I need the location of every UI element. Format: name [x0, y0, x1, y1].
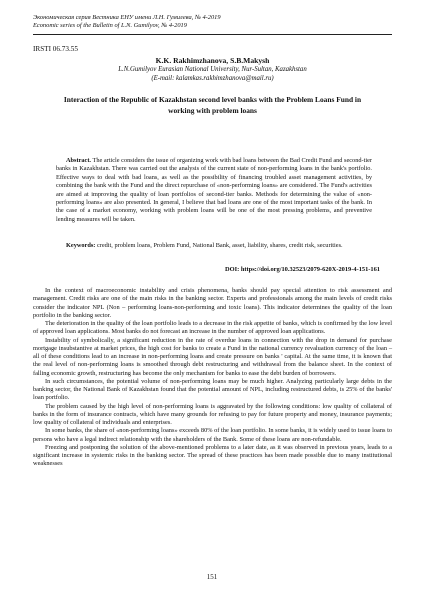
- doi-link[interactable]: DOI: https://doi.org/10.32523/2079-620X-2019-4-151-161: [225, 266, 380, 273]
- authors: K.K. Rakhimzhanova, S.B.Makysh: [155, 56, 270, 65]
- body-paragraph: Freezing and postponing the solution of the above-mentioned problems to a later date, as it was observed in previous years, leads to a significant increase in systemic risks in the banking sector. The spread of these practices has been made possible due to many institutional weaknesses: [33, 443, 392, 468]
- body-text: [33, 287, 392, 469]
- body-paragraph: The deterioration in the quality of the loan portfolio leads to a decrease in the risk appetite of banks, which is confirmed by the low level of approved loan applications. Most banks do not forecast an increase in the number of approved loan applications.: [33, 320, 392, 336]
- body-paragraph: The problem caused by the high level of non-performing loans is aggravated by the following conditions: low quality of collateral of banks in the form of insurance contracts, which have many grounds for refusing to pay for future property and money, insurance payments; low quality of collateral of individuals and enterprises.: [33, 402, 392, 426]
- journal-header-ru: Экономическая серия Вестника ЕНУ имени Л.Н. Гумилева, № 4-2019: [33, 14, 221, 21]
- journal-header-en: Economic series of the Bulletin of L.N. Gumilyov, № 4-2019: [33, 22, 187, 29]
- abstract-label: Abstract.: [66, 157, 92, 164]
- abstract: [56, 157, 372, 224]
- header-divider: [33, 34, 392, 35]
- keywords-text: credit, problem loans, Problem Fund, National Bank, asset, liability, shares, credit risk, securities.: [95, 242, 343, 249]
- page-number: 151: [206, 573, 218, 581]
- body-paragraph: In some banks, the share of «non-performing loans» exceeds 80% of the loan portfolio. In some banks, it is widely used to issue loans to persons who have a legal indirect relationship with the shareholders of the Bank. Some of these loans are non-refundable.: [33, 427, 392, 443]
- body-paragraph: Instability of symbolically, a significant reduction in the rate of overdue loans in connection with the drop in demand for purchase mortgage insubstantive at market prices, the high cost for banks to create a Fund in the national currency revaluation currency of the loan – all of these conditions lead to an increase in non-performing loans and create pressure on banks ' capital. At the same time, it is known that the real level of non-performing loans is smoothed through debt restructuring and withdrawal from the balance sheet. In the context of falling economic growth, restructuring has become the only mechanism for banks to ease the debt burden of borrowers.: [33, 336, 392, 377]
- keywords-label: Keywords:: [66, 242, 96, 249]
- author-email: (E-mail: kalamkas.rakhimzhanova@mail.ru): [151, 75, 274, 82]
- body-paragraph: In the context of macroeconomic instability and crisis phenomena, banks should pay special attention to risk assessment and management. Credit risks are one of the main risks in the banking sector. Experts and professionals among the main levels of credit risks consider the indicator NPL (Non – performing loans-non-performing and toxic loans). This indicator determines the quality of the loan portfolio in the banking sector.: [33, 287, 392, 319]
- keywords: [56, 242, 372, 250]
- affiliation: L.N.Gumilyov Eurasian National University, Nur-Sultan, Kazakhstan: [118, 66, 307, 73]
- abstract-text: The article considers the issue of organizing work with bad loans between the Bad Credit Fund and second-tier banks in Kazakhstan. There was carried out the analysis of the current state of non-performing loans in the bank's portfolio. Effective ways to deal with bad loans, as well as the possibility of financing troubled asset management activities, by combining the bank with the Fund and the direct repurchase of «non-performing loans» are considered. The Fund's activities are aimed at improving the quality of loan portfolios of second-tier banks. Methods for determining the value of «non-performing loans» are also presented. In general, I believe that bad loans are one of the most important tasks of the bank. In the case of a market economy, working with problem loans will be one of the most pressing problems, and preventive lending measures will be taken.: [56, 157, 372, 223]
- body-paragraph: In such circumstances, the potential volume of non-performing loans may be much higher. Analyzing particularly large debts in the banking sector, the National Bank of Kazakhstan found that the potential amount of NPL, including restructured debts, is 25% of the banks' loan portfolio.: [33, 377, 392, 402]
- irsti-code: IRSTI 06.73.55: [33, 45, 78, 53]
- paper-title: Interaction of the Republic of Kazakhstan second level banks with the Problem Loans Fund in working with problem loans: [63, 95, 362, 115]
